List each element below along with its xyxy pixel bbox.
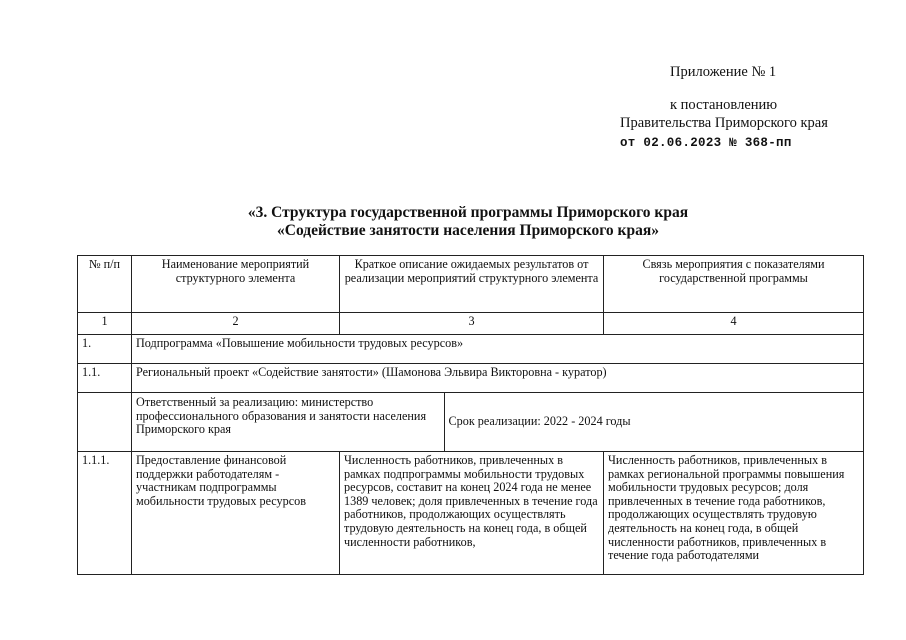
row-number: 1. bbox=[78, 335, 132, 364]
column-number: 2 bbox=[132, 313, 340, 335]
structure-table bbox=[77, 255, 864, 575]
appendix-government: Правительства Приморского края bbox=[620, 115, 828, 131]
table-row bbox=[78, 452, 864, 575]
title-line-1: «3. Структура государственной программы Приморского края bbox=[247, 204, 689, 221]
column-numbers-row bbox=[78, 313, 864, 335]
appendix-to-resolution: к постановлению bbox=[670, 97, 778, 113]
appendix-block bbox=[600, 62, 880, 152]
header-activity-name: Наименование мероприятий структурного элемента bbox=[132, 256, 340, 313]
title-line-2: «Содействие занятости населения Приморского края» bbox=[277, 222, 659, 239]
table-row bbox=[78, 393, 864, 452]
activity-name: Предоставление финансовой поддержки работодателям - участникам подпрограммы мобильности трудовых ресурсов bbox=[132, 452, 340, 575]
row-number: 1.1. bbox=[78, 364, 132, 393]
header-indicators-link: Связь мероприятия с показателями государственной программы bbox=[604, 256, 864, 313]
responsible-term-cell bbox=[132, 393, 864, 452]
document-title bbox=[0, 204, 906, 240]
column-number: 3 bbox=[340, 313, 604, 335]
term-text: Срок реализации: 2022 - 2024 годы bbox=[448, 414, 631, 429]
empty-cell bbox=[78, 393, 132, 452]
table-header-row bbox=[78, 256, 864, 313]
indicators-link: Численность работников, привлеченных в рамках региональной программы повышения мобильности трудовых ресурсов; доля привлеченных в течение года работников, продолжающих осуществлять трудовую деятельность на конец года, в общей численности работников, привлеченных в течение года работодателями bbox=[604, 452, 864, 575]
table-row bbox=[78, 335, 864, 364]
subprogram-title: Подпрограмма «Повышение мобильности трудовых ресурсов» bbox=[132, 335, 864, 364]
regional-project-title: Региональный проект «Содействие занятости» (Шамонова Эльвира Викторовна - куратор) bbox=[132, 364, 864, 393]
table-row bbox=[78, 364, 864, 393]
appendix-date-stamp: от 02.06.2023 № 368-пп bbox=[620, 136, 792, 150]
column-number: 4 bbox=[604, 313, 864, 335]
responsible-text: Ответственный за реализацию: министерство профессионального образования и занятости населения Приморского края bbox=[132, 393, 444, 451]
header-expected-results: Краткое описание ожидаемых результатов от реализации мероприятий структурного элемента bbox=[340, 256, 604, 313]
column-number: 1 bbox=[78, 313, 132, 335]
expected-results: Численность работников, привлеченных в рамках подпрограммы мобильности трудовых ресурсов, составит на конец 2024 года не менее 1389 человек; доля привлеченных в течение года работников, продолжающих осуществлять трудовую деятельность на конец года, в общей численности работников, bbox=[340, 452, 604, 575]
appendix-number: Приложение № 1 bbox=[670, 64, 777, 80]
responsible-term-split bbox=[132, 393, 863, 451]
row-number: 1.1.1. bbox=[78, 452, 132, 575]
header-number: № п/п bbox=[78, 256, 132, 313]
